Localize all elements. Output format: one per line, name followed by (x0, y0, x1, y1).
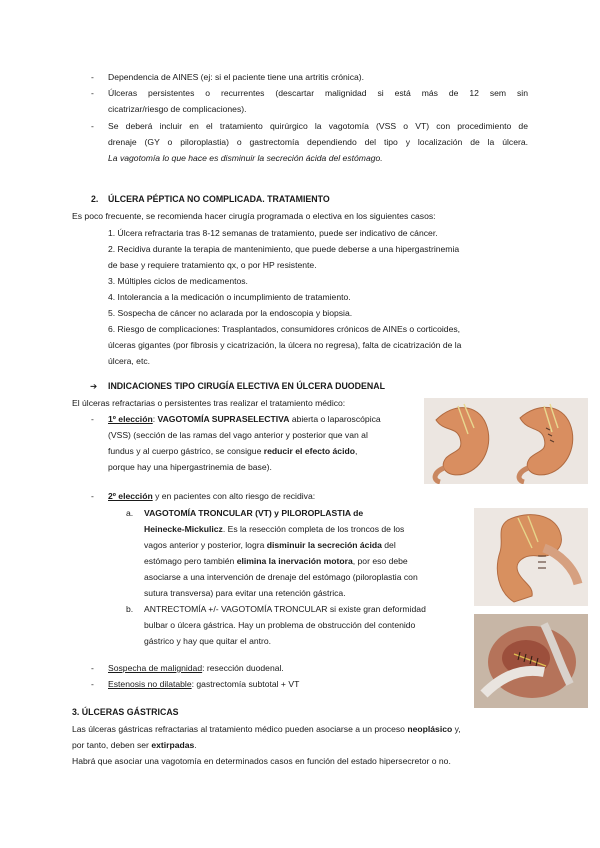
arrow-icon: ➔ (90, 381, 98, 391)
list-item: Úlceras persistentes o recurrentes (descartar malignidad si está más de 12 sem sin (108, 88, 528, 98)
bullet-dash: - (91, 88, 94, 98)
numbered-item: 1. Úlcera refractaria tras 8-12 semanas de tratamiento, puede ser indicativo de cáncer. (108, 228, 438, 238)
numbered-item-continuation: úlcera, etc. (108, 356, 151, 366)
italic-note: La vagotomía lo que hace es disminuir la secreción ácida del estómago. (108, 153, 383, 163)
malignidad-line: Sospecha de malignidad: resección duodenal. (108, 663, 284, 673)
pyloroplasty-surgery-photo (474, 614, 588, 708)
second-choice-line: 2º elección y en pacientes con alto riesgo de recidiva: (108, 491, 316, 501)
bullet-dash: - (91, 679, 94, 689)
subsection-title: INDICACIONES TIPO CIRUGÍA ELECTIVA EN ÚLCERA DUODENAL (108, 381, 385, 391)
bullet-dash: - (91, 121, 94, 131)
vt-text: estómago pero también elimina la inervación motora, por eso debe (144, 556, 408, 566)
bullet-dash: - (91, 491, 94, 501)
first-choice-text: porque hay una hipergastrinemia de base). (108, 462, 272, 472)
first-choice-text: (VSS) (sección de las ramas del vago anterior y posterior que van al (108, 430, 368, 440)
bullet-dash: - (91, 414, 94, 424)
vt-text: asociarse a una intervención de drenaje del estómago (piloroplastia con (144, 572, 418, 582)
list-item: Dependencia de AINES (ej: si el paciente tiene una artritis crónica). (108, 72, 365, 82)
bullet-dash: - (91, 663, 94, 673)
numbered-item-continuation: de base y requiere tratamiento qx, o por HP resistente. (108, 260, 317, 270)
paragraph-line: Habrá que asociar una vagotomía en determinados casos en función del estado hipersecretor o no. (72, 756, 451, 766)
item-marker-b: b. (126, 604, 134, 614)
first-choice-text: fundus y al cuerpo gástrico, se consigue reducir el efecto ácido, (108, 446, 358, 456)
item-marker-a: a. (126, 508, 134, 518)
subsection-intro: El úlceras refractarias o persistentes tras realizar el tratamiento médico: (72, 398, 346, 408)
numbered-item: 6. Riesgo de complicaciones: Trasplantados, consumidores crónicos de AINEs o corticoides, (108, 324, 461, 334)
vss-term: VAGOTOMÍA SUPRASELECTIVA (157, 414, 290, 424)
paragraph-line: Las úlceras gástricas refractarias al tratamiento médico pueden asociarse a un proceso neoplásico y, (72, 724, 461, 734)
numbered-item: 2. Recidiva durante la terapia de mantenimiento, que puede deberse a una hipergastrinemia (108, 244, 460, 254)
antrectomy-text: bulbar o úlcera gástrica. Hay un problema de obstrucción del contenido (144, 620, 416, 630)
section-title: ÚLCERA PÉPTICA NO COMPLICADA. TRATAMIENTO (108, 194, 330, 204)
section-number: 2. (91, 194, 99, 204)
bullet-dash: - (91, 72, 94, 82)
numbered-item: 5. Sospecha de cáncer no aclarada por la endoscopia y biopsia. (108, 308, 353, 318)
vt-text: vagos anterior y posterior, logra disminuir la secreción ácida del (144, 540, 396, 550)
vt-text: sutura transversa) para evitar una retención gástrica. (144, 588, 346, 598)
list-item-continuation: cicatrizar/riesgo de complicaciones). (108, 104, 247, 114)
paragraph-line: por tanto, deben ser extirpadas. (72, 740, 197, 750)
numbered-item: 4. Intolerancia a la medicación o incumplimiento de tratamiento. (108, 292, 351, 302)
second-choice-label: 2º elección (108, 491, 153, 501)
estenosis-line: Estenosis no dilatable: gastrectomía subtotal + VT (108, 679, 300, 689)
list-item: Se deberá incluir en el tratamiento quirúrgico la vagotomía (VSS o VT) con procedimiento de (108, 121, 528, 131)
first-choice-label: 1º elección (108, 414, 153, 424)
section-title: 3. ÚLCERAS GÁSTRICAS (72, 707, 179, 717)
numbered-item-continuation: úlceras gigantes (por fibrosis y cicatrización, la úlcera no regresa), falta de cicatrización de la (108, 340, 462, 350)
stomach-vss-illustration (424, 398, 588, 484)
antrectomy-text: gástrico y hay que quitar el antro. (144, 636, 272, 646)
stomach-vagotomy-illustration (474, 508, 588, 606)
list-item-continuation: drenaje (GY o piloroplastia) o gastrectomía dependiendo del tipo y localización de la úlcera. (108, 137, 528, 147)
vt-title: VAGOTOMÍA TRONCULAR (VT) y PILOROPLASTIA de (144, 508, 364, 518)
antrectomy-text: ANTRECTOMÍA +/- VAGOTOMÍA TRONCULAR si existe gran deformidad (144, 604, 426, 614)
numbered-item: 3. Múltiples ciclos de medicamentos. (108, 276, 248, 286)
section-intro: Es poco frecuente, se recomienda hacer cirugía programada o electiva en los siguientes casos: (72, 211, 436, 221)
vt-text: Heinecke-Mickulicz. Es la resección completa de los troncos de los (144, 524, 405, 534)
first-choice-line: 1º elección: VAGOTOMÍA SUPRASELECTIVA abierta o laparoscópica (108, 414, 381, 424)
